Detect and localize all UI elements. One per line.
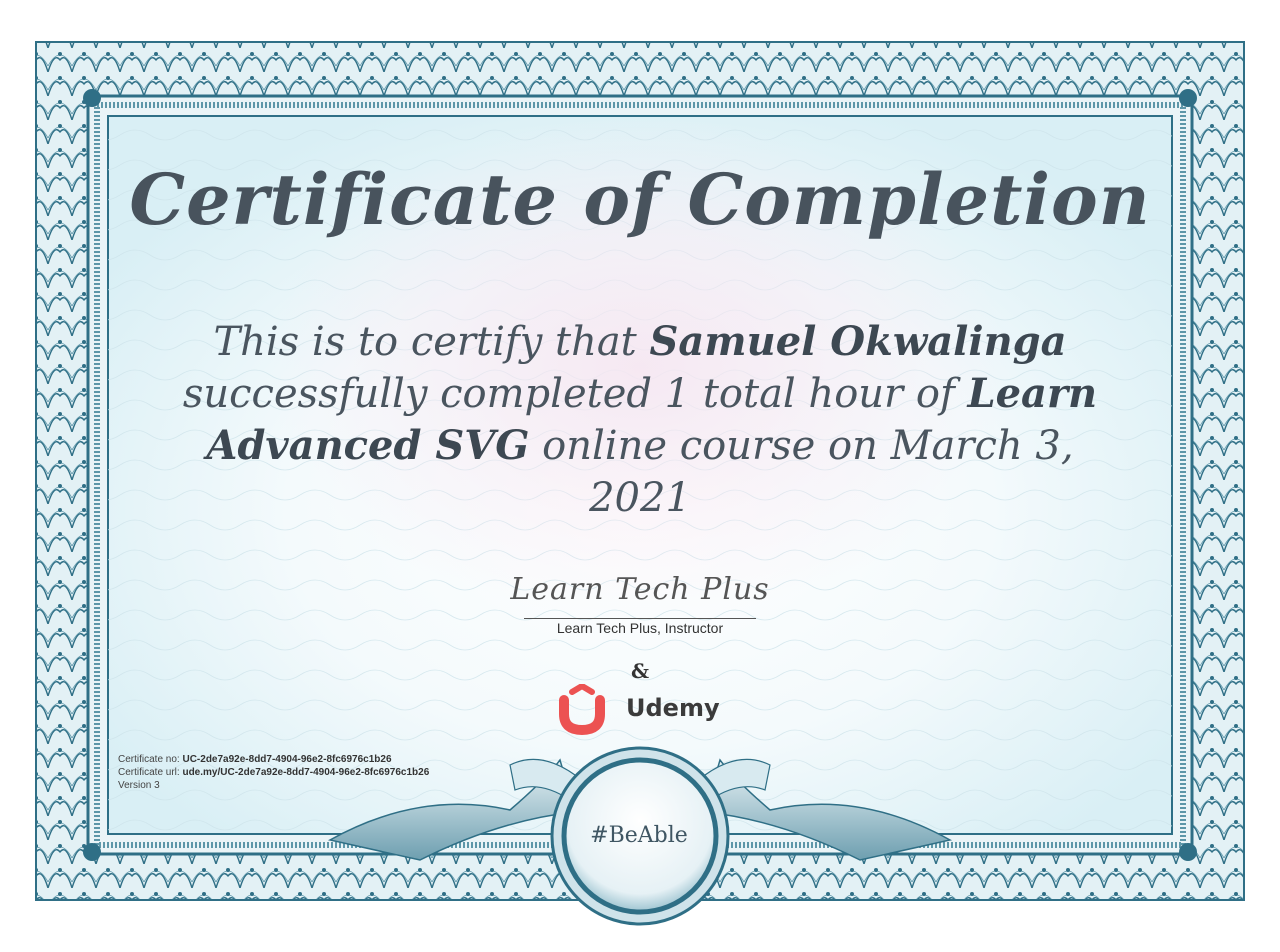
udemy-logo-text: Udemy xyxy=(626,694,720,722)
instructor-caption: Learn Tech Plus, Instructor xyxy=(556,620,724,636)
certificate-url[interactable]: ude.my/UC-2de7a92e-8dd7-4904-96e2-8fc6976c1b26 xyxy=(182,767,430,778)
instructor-signature: Learn Tech Plus xyxy=(510,572,770,607)
certificate-url-label: Certificate url: xyxy=(118,767,183,778)
certificate-statement xyxy=(150,316,1130,524)
signature-line xyxy=(524,618,756,619)
seal-hashtag: #BeAble xyxy=(590,823,688,848)
certificate-title: Certificate of Completion xyxy=(129,158,1151,241)
certificate-url-line xyxy=(118,766,429,779)
ampersand: & xyxy=(630,659,650,683)
certificate-meta xyxy=(118,753,429,792)
certificate-number: UC-2de7a92e-8dd7-4904-96e2-8fc6976c1b26 xyxy=(182,754,392,765)
intro-text: This is to certify that xyxy=(213,319,650,365)
certificate-number-label: Certificate no: xyxy=(118,754,183,765)
completion-text: successfully completed 1 total hour of xyxy=(182,371,968,417)
course-name: Learn Advanced SVG xyxy=(206,370,1098,469)
course-suffix: online course on March 3, 2021 xyxy=(529,423,1074,521)
certificate-number-line xyxy=(118,753,429,766)
certificate-version: Version 3 xyxy=(118,780,160,791)
recipient-name: Samuel Okwalinga xyxy=(649,318,1067,365)
